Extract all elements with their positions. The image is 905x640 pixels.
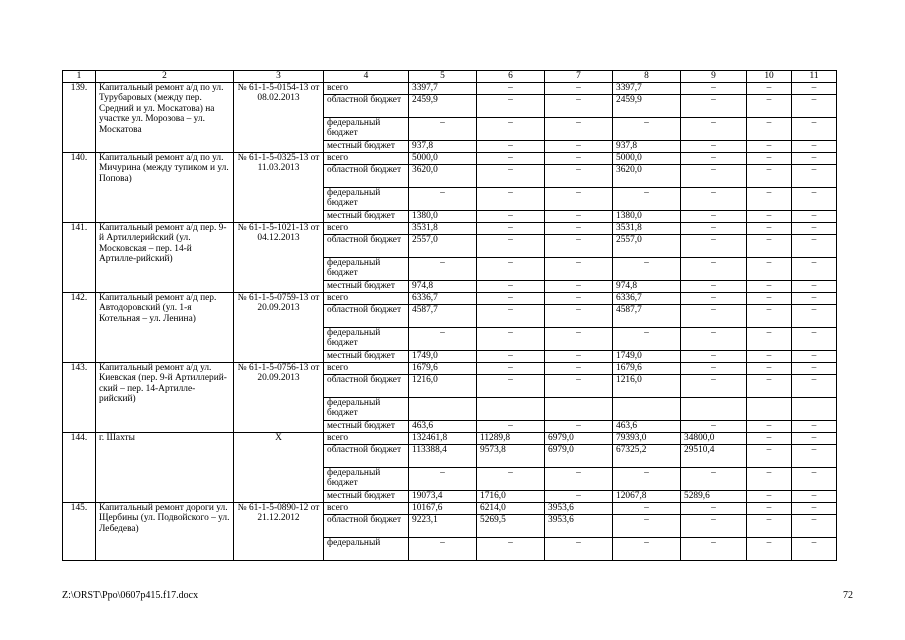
item-name: Капитальный ремонт а/д по ул. Турубаровых (между пер. Средний и ул. Москатова) на участке ул. Морозова – ул. Москатова xyxy=(96,83,234,153)
header-cell: 4 xyxy=(324,71,409,83)
value-cell: – xyxy=(792,188,837,211)
value-cell: – xyxy=(681,375,747,398)
item-number: 145. xyxy=(63,503,96,561)
value-cell: – xyxy=(613,468,681,491)
value-cell: 34800,0 xyxy=(681,433,747,445)
item-document: Х xyxy=(234,433,324,503)
item-name: г. Шахты xyxy=(96,433,234,503)
value-cell: 3953,6 xyxy=(545,515,613,538)
value-cell: – xyxy=(409,468,477,491)
value-cell xyxy=(681,398,747,421)
value-cell: – xyxy=(477,351,545,363)
value-cell: – xyxy=(792,363,837,375)
value-cell xyxy=(477,398,545,421)
value-cell: – xyxy=(792,491,837,503)
item-number: 144. xyxy=(63,433,96,503)
funding-source: областной бюджет xyxy=(324,445,409,468)
item-name: Капитальный ремонт а/д пер. Автодоровский (ул. 1-я Котельная – ул. Ленина) xyxy=(96,293,234,363)
funding-source: федеральный бюджет xyxy=(324,118,409,141)
value-cell: – xyxy=(613,118,681,141)
value-cell: – xyxy=(477,258,545,281)
funding-source: федеральный бюджет xyxy=(324,328,409,351)
value-cell: – xyxy=(545,95,613,118)
value-cell: – xyxy=(792,258,837,281)
value-cell: – xyxy=(545,293,613,305)
value-cell: 3620,0 xyxy=(613,165,681,188)
table-row xyxy=(63,83,837,95)
value-cell: – xyxy=(792,445,837,468)
value-cell: – xyxy=(792,165,837,188)
value-cell: 2459,9 xyxy=(613,95,681,118)
value-cell: 463,6 xyxy=(613,421,681,433)
value-cell: – xyxy=(477,223,545,235)
value-cell: 10167,6 xyxy=(409,503,477,515)
value-cell: – xyxy=(613,258,681,281)
value-cell: – xyxy=(747,95,792,118)
value-cell: 113388,4 xyxy=(409,445,477,468)
funding-source: федеральный бюджет xyxy=(324,258,409,281)
value-cell: – xyxy=(747,538,792,561)
value-cell: – xyxy=(477,305,545,328)
table-row xyxy=(63,433,837,445)
value-cell: – xyxy=(545,491,613,503)
value-cell: – xyxy=(747,141,792,153)
value-cell: 463,6 xyxy=(409,421,477,433)
value-cell: – xyxy=(747,351,792,363)
value-cell: 1380,0 xyxy=(409,211,477,223)
value-cell: 79393,0 xyxy=(613,433,681,445)
funding-source: местный бюджет xyxy=(324,211,409,223)
funding-source: всего xyxy=(324,153,409,165)
value-cell: 937,8 xyxy=(409,141,477,153)
value-cell: – xyxy=(792,83,837,95)
value-cell: – xyxy=(747,363,792,375)
value-cell: – xyxy=(792,515,837,538)
header-cell: 1 xyxy=(63,71,96,83)
table-row xyxy=(63,153,837,165)
value-cell: – xyxy=(792,421,837,433)
item-number: 141. xyxy=(63,223,96,293)
value-cell: – xyxy=(545,281,613,293)
value-cell: – xyxy=(681,515,747,538)
value-cell: 974,8 xyxy=(409,281,477,293)
value-cell: – xyxy=(681,223,747,235)
value-cell: – xyxy=(409,118,477,141)
funding-source: федеральный бюджет xyxy=(324,468,409,491)
header-cell: 5 xyxy=(409,71,477,83)
value-cell: – xyxy=(681,503,747,515)
value-cell: – xyxy=(477,375,545,398)
funding-source: федеральный xyxy=(324,538,409,561)
header-cell: 2 xyxy=(96,71,234,83)
value-cell: – xyxy=(681,83,747,95)
funding-source: всего xyxy=(324,83,409,95)
value-cell: – xyxy=(545,305,613,328)
value-cell: – xyxy=(477,235,545,258)
value-cell: – xyxy=(545,165,613,188)
value-cell: – xyxy=(792,223,837,235)
value-cell: – xyxy=(747,165,792,188)
value-cell: – xyxy=(681,305,747,328)
value-cell: – xyxy=(747,433,792,445)
value-cell: – xyxy=(477,95,545,118)
funding-source: всего xyxy=(324,433,409,445)
value-cell: – xyxy=(747,305,792,328)
value-cell xyxy=(747,398,792,421)
value-cell: 6336,7 xyxy=(409,293,477,305)
value-cell: – xyxy=(792,305,837,328)
value-cell: – xyxy=(681,235,747,258)
value-cell: – xyxy=(545,83,613,95)
header-cell: 8 xyxy=(613,71,681,83)
item-number: 140. xyxy=(63,153,96,223)
value-cell: – xyxy=(545,258,613,281)
value-cell: – xyxy=(681,421,747,433)
value-cell: 1679,6 xyxy=(409,363,477,375)
funding-source: областной бюджет xyxy=(324,305,409,328)
table-row xyxy=(63,363,837,375)
value-cell: – xyxy=(477,188,545,211)
value-cell: – xyxy=(747,293,792,305)
value-cell: – xyxy=(545,118,613,141)
funding-source: всего xyxy=(324,223,409,235)
value-cell: – xyxy=(681,351,747,363)
value-cell: – xyxy=(477,468,545,491)
funding-source: всего xyxy=(324,503,409,515)
table-row xyxy=(63,293,837,305)
value-cell: – xyxy=(747,515,792,538)
value-cell: – xyxy=(747,445,792,468)
value-cell: – xyxy=(792,118,837,141)
value-cell: 4587,7 xyxy=(613,305,681,328)
value-cell: – xyxy=(477,211,545,223)
value-cell: – xyxy=(792,503,837,515)
table-row xyxy=(63,223,837,235)
item-document: № 61-1-5-1021-13 от 04.12.2013 xyxy=(234,223,324,293)
value-cell: – xyxy=(613,515,681,538)
header-cell: 11 xyxy=(792,71,837,83)
value-cell: – xyxy=(477,363,545,375)
value-cell: 3620,0 xyxy=(409,165,477,188)
value-cell: – xyxy=(545,235,613,258)
funding-source: федеральный бюджет xyxy=(324,188,409,211)
value-cell: – xyxy=(792,141,837,153)
value-cell: – xyxy=(681,293,747,305)
value-cell: – xyxy=(792,235,837,258)
value-cell: – xyxy=(409,538,477,561)
value-cell: – xyxy=(545,211,613,223)
value-cell: – xyxy=(792,281,837,293)
value-cell: 132461,8 xyxy=(409,433,477,445)
value-cell: 67325,2 xyxy=(613,445,681,468)
item-name: Капитальный ремонт дороги ул. Щербины (ул. Подвойского – ул. Лебедева) xyxy=(96,503,234,561)
value-cell: – xyxy=(681,165,747,188)
value-cell: 3531,8 xyxy=(613,223,681,235)
value-cell: 5269,5 xyxy=(477,515,545,538)
value-cell: – xyxy=(409,328,477,351)
item-number: 142. xyxy=(63,293,96,363)
value-cell: – xyxy=(681,468,747,491)
value-cell: – xyxy=(545,363,613,375)
funding-source: областной бюджет xyxy=(324,375,409,398)
header-cell: 6 xyxy=(477,71,545,83)
funding-source: областной бюджет xyxy=(324,165,409,188)
value-cell: – xyxy=(792,468,837,491)
value-cell: – xyxy=(613,538,681,561)
value-cell: – xyxy=(747,421,792,433)
value-cell: 1679,6 xyxy=(613,363,681,375)
value-cell: – xyxy=(681,211,747,223)
value-cell: 6979,0 xyxy=(545,433,613,445)
value-cell: – xyxy=(681,363,747,375)
item-document: № 61-1-5-0325-13 от 11.03.2013 xyxy=(234,153,324,223)
value-cell: – xyxy=(545,375,613,398)
item-document: № 61-1-5-0154-13 от 08.02.2013 xyxy=(234,83,324,153)
value-cell: 6214,0 xyxy=(477,503,545,515)
funding-source: местный бюджет xyxy=(324,421,409,433)
value-cell: 937,8 xyxy=(613,141,681,153)
value-cell: 3953,6 xyxy=(545,503,613,515)
value-cell: 4587,7 xyxy=(409,305,477,328)
value-cell: – xyxy=(792,328,837,351)
header-cell: 9 xyxy=(681,71,747,83)
value-cell: – xyxy=(477,83,545,95)
value-cell: – xyxy=(545,223,613,235)
value-cell: – xyxy=(545,141,613,153)
value-cell: 11289,8 xyxy=(477,433,545,445)
funding-source: местный бюджет xyxy=(324,141,409,153)
value-cell: – xyxy=(613,188,681,211)
value-cell: – xyxy=(747,491,792,503)
value-cell: – xyxy=(681,188,747,211)
value-cell: – xyxy=(477,293,545,305)
value-cell: – xyxy=(747,258,792,281)
value-cell: – xyxy=(747,468,792,491)
value-cell: – xyxy=(477,165,545,188)
value-cell: – xyxy=(792,95,837,118)
file-path: Z:\ORST\Ppo\0607p415.f17.docx xyxy=(62,590,199,601)
value-cell: 3397,7 xyxy=(409,83,477,95)
value-cell: – xyxy=(681,328,747,351)
value-cell: 5289,6 xyxy=(681,491,747,503)
value-cell: 19073,4 xyxy=(409,491,477,503)
value-cell: – xyxy=(409,258,477,281)
value-cell: – xyxy=(747,503,792,515)
funding-source: всего xyxy=(324,363,409,375)
funding-source: местный бюджет xyxy=(324,351,409,363)
value-cell: – xyxy=(681,538,747,561)
value-cell: 3397,7 xyxy=(613,83,681,95)
value-cell: – xyxy=(747,118,792,141)
value-cell: – xyxy=(477,421,545,433)
value-cell: – xyxy=(409,188,477,211)
item-document: № 61-1-5-0890-12 от 21.12.2012 xyxy=(234,503,324,561)
value-cell: – xyxy=(545,468,613,491)
value-cell: 29510,4 xyxy=(681,445,747,468)
funding-source: местный бюджет xyxy=(324,281,409,293)
item-number: 139. xyxy=(63,83,96,153)
value-cell: – xyxy=(681,95,747,118)
value-cell: 9223,1 xyxy=(409,515,477,538)
value-cell: – xyxy=(792,211,837,223)
header-row xyxy=(63,71,837,83)
value-cell: 2557,0 xyxy=(409,235,477,258)
value-cell: – xyxy=(477,118,545,141)
budget-table xyxy=(62,70,837,561)
value-cell: – xyxy=(681,281,747,293)
value-cell: 974,8 xyxy=(613,281,681,293)
value-cell: 12067,8 xyxy=(613,491,681,503)
value-cell: – xyxy=(747,153,792,165)
value-cell: – xyxy=(681,141,747,153)
funding-source: всего xyxy=(324,293,409,305)
value-cell: – xyxy=(613,328,681,351)
item-number: 143. xyxy=(63,363,96,433)
value-cell: – xyxy=(747,281,792,293)
value-cell: – xyxy=(613,503,681,515)
header-cell: 10 xyxy=(747,71,792,83)
value-cell: – xyxy=(545,153,613,165)
value-cell: – xyxy=(747,223,792,235)
value-cell: 6979,0 xyxy=(545,445,613,468)
value-cell: – xyxy=(545,421,613,433)
value-cell: – xyxy=(747,211,792,223)
value-cell: – xyxy=(747,188,792,211)
value-cell: – xyxy=(477,141,545,153)
value-cell: – xyxy=(545,188,613,211)
value-cell: 6336,7 xyxy=(613,293,681,305)
item-document: № 61-1-5-0756-13 от 20.09.2013 xyxy=(234,363,324,433)
value-cell xyxy=(545,398,613,421)
value-cell: 2459,9 xyxy=(409,95,477,118)
value-cell: – xyxy=(477,538,545,561)
value-cell: 5000,0 xyxy=(613,153,681,165)
value-cell: – xyxy=(545,328,613,351)
value-cell: – xyxy=(477,153,545,165)
value-cell: – xyxy=(747,375,792,398)
value-cell: – xyxy=(545,351,613,363)
value-cell: 5000,0 xyxy=(409,153,477,165)
value-cell: 1216,0 xyxy=(409,375,477,398)
value-cell: – xyxy=(792,293,837,305)
value-cell: – xyxy=(792,433,837,445)
value-cell: 9573,8 xyxy=(477,445,545,468)
value-cell: – xyxy=(747,83,792,95)
value-cell: 1216,0 xyxy=(613,375,681,398)
value-cell: 1749,0 xyxy=(409,351,477,363)
value-cell: – xyxy=(477,281,545,293)
funding-source: местный бюджет xyxy=(324,491,409,503)
value-cell: – xyxy=(681,258,747,281)
value-cell: – xyxy=(747,235,792,258)
value-cell: – xyxy=(545,538,613,561)
value-cell: – xyxy=(681,118,747,141)
item-name: Капитальный ремонт а/д ул. Киевская (пер. 9-й Артиллерий-ский – пер. 14-Артилле-рийский) xyxy=(96,363,234,433)
table-row xyxy=(63,503,837,515)
value-cell: 1749,0 xyxy=(613,351,681,363)
funding-source: областной бюджет xyxy=(324,235,409,258)
value-cell: 2557,0 xyxy=(613,235,681,258)
value-cell: – xyxy=(747,328,792,351)
item-name: Капитальный ремонт а/д пер. 9-й Артиллерийский (ул. Московская – пер. 14-й Артилле-рийский) xyxy=(96,223,234,293)
funding-source: федеральный бюджет xyxy=(324,398,409,421)
funding-source: областной бюджет xyxy=(324,515,409,538)
item-document: № 61-1-5-0759-13 от 20.09.2013 xyxy=(234,293,324,363)
funding-source: областной бюджет xyxy=(324,95,409,118)
value-cell: 3531,8 xyxy=(409,223,477,235)
value-cell: 1380,0 xyxy=(613,211,681,223)
item-name: Капитальный ремонт а/д по ул. Мичурина (между тупиком и ул. Попова) xyxy=(96,153,234,223)
value-cell: – xyxy=(477,328,545,351)
value-cell: – xyxy=(792,351,837,363)
value-cell xyxy=(792,398,837,421)
value-cell: – xyxy=(681,153,747,165)
value-cell: – xyxy=(792,538,837,561)
value-cell: 1716,0 xyxy=(477,491,545,503)
value-cell xyxy=(613,398,681,421)
page-number: 72 xyxy=(843,590,853,601)
value-cell xyxy=(409,398,477,421)
value-cell: – xyxy=(792,375,837,398)
header-cell: 3 xyxy=(234,71,324,83)
header-cell: 7 xyxy=(545,71,613,83)
value-cell: – xyxy=(792,153,837,165)
